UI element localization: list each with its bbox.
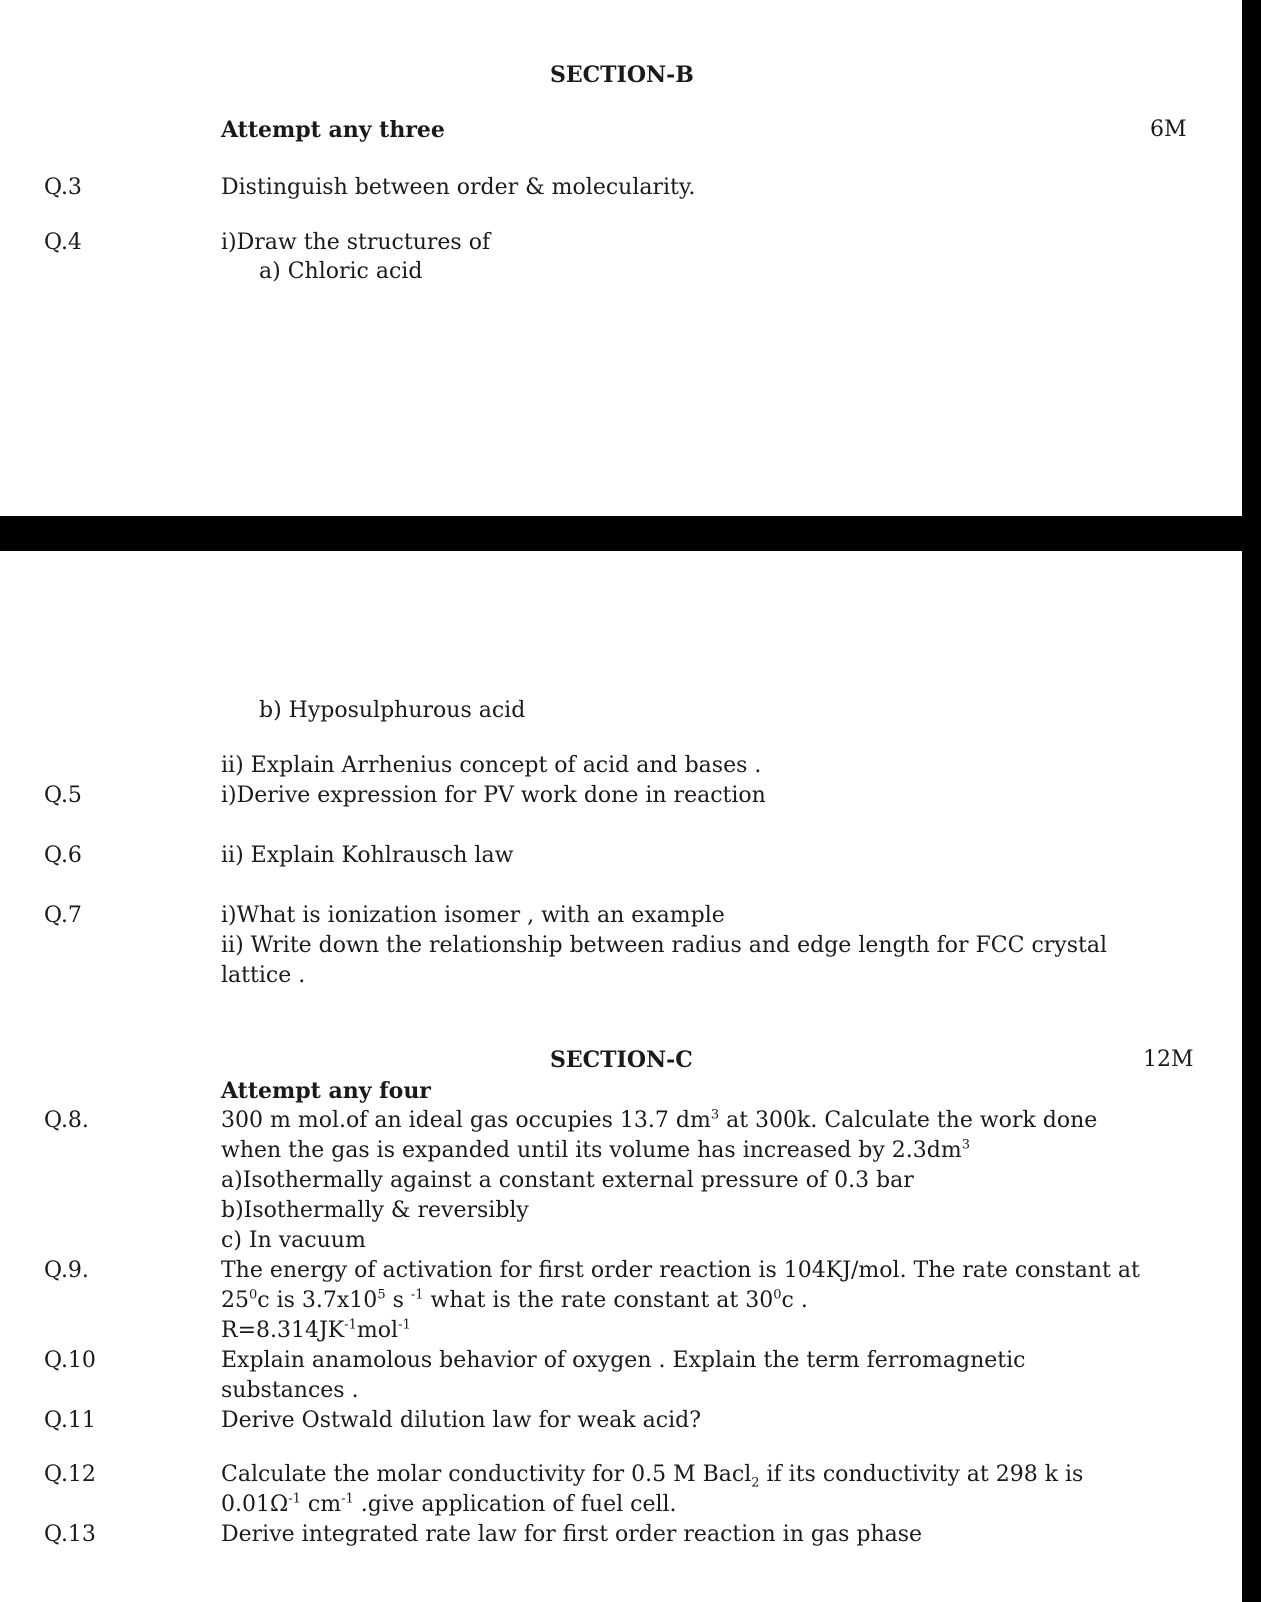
question-text: Distinguish between order & molecularity. xyxy=(221,175,696,200)
question-text: i)Draw the structures of xyxy=(221,230,491,255)
question-text: Derive integrated rate law for first order reaction in gas phase xyxy=(221,1522,923,1547)
question-number: Q.3 xyxy=(44,175,82,200)
question-number: Q.6 xyxy=(44,843,82,868)
section-b-instruction: Attempt any three xyxy=(221,117,445,143)
question-number: Q.9. xyxy=(44,1258,89,1283)
question-text: 300 m mol.of an ideal gas occupies 13.7 $dm^3$ at 300k. Calculate the work done xyxy=(221,1107,1098,1133)
question-subpart: a)Isothermally against a constant external pressure of 0.3 bar xyxy=(221,1168,914,1193)
section-b-marks: 6M xyxy=(1150,117,1187,142)
question-number: Q.5 xyxy=(44,783,82,808)
question-text: ii) Write down the relationship between radius and edge length for FCC crystal xyxy=(221,933,1107,958)
question-text: $R=8.314JK^{-1}mol^{-1}$ xyxy=(221,1317,411,1343)
question-text: when the gas is expanded until its volume has increased by $2.3dm^3$ xyxy=(221,1137,970,1163)
question-subpart: ii) Explain Arrhenius concept of acid and bases . xyxy=(221,753,762,778)
question-text: lattice . xyxy=(221,963,306,988)
question-number: Q.7 xyxy=(44,903,82,928)
question-subpart: b) Hyposulphurous acid xyxy=(259,698,526,723)
section-c-marks: 12M xyxy=(1143,1047,1194,1072)
question-text: The energy of activation for first order reaction is 104KJ/mol. The rate constant at xyxy=(221,1258,1140,1283)
question-number: Q.8. xyxy=(44,1108,89,1133)
question-text: substances . xyxy=(221,1378,359,1403)
question-number: Q.4 xyxy=(44,230,82,255)
section-c-title: SECTION-C xyxy=(550,1047,693,1073)
question-subpart: b)Isothermally & reversibly xyxy=(221,1198,529,1223)
question-text: $0.01\Omega^{-1}$ $cm^{-1}$ .give application of fuel cell. xyxy=(221,1491,677,1517)
scan-right-edge xyxy=(1242,0,1261,1602)
question-number: Q.11 xyxy=(44,1408,96,1433)
question-text: ii) Explain Kohlrausch law xyxy=(221,843,514,868)
question-text: Calculate the molar conductivity for 0.5 M Bacl$_2$ if its conductivity at 298 k is xyxy=(221,1462,1084,1491)
question-text: Derive Ostwald dilution law for weak acid? xyxy=(221,1408,702,1433)
question-text: $25^0c$ is $3.7x10^5$ s $^{-1}$ what is the rate constant at $30^0c$ . xyxy=(221,1287,808,1313)
question-text: i)Derive expression for PV work done in reaction xyxy=(221,783,766,808)
question-text: i)What is ionization isomer , with an example xyxy=(221,903,725,928)
section-b-title: SECTION-B xyxy=(550,62,694,88)
question-text: Explain anamolous behavior of oxygen . Explain the term ferromagnetic xyxy=(221,1348,1026,1373)
question-number: Q.10 xyxy=(44,1348,96,1373)
page-break-band xyxy=(0,516,1242,551)
section-c-instruction: Attempt any four xyxy=(221,1078,431,1104)
question-number: Q.13 xyxy=(44,1522,96,1547)
question-number: Q.12 xyxy=(44,1462,96,1487)
question-subpart: c) In vacuum xyxy=(221,1228,366,1253)
question-subpart: a) Chloric acid xyxy=(259,259,423,284)
